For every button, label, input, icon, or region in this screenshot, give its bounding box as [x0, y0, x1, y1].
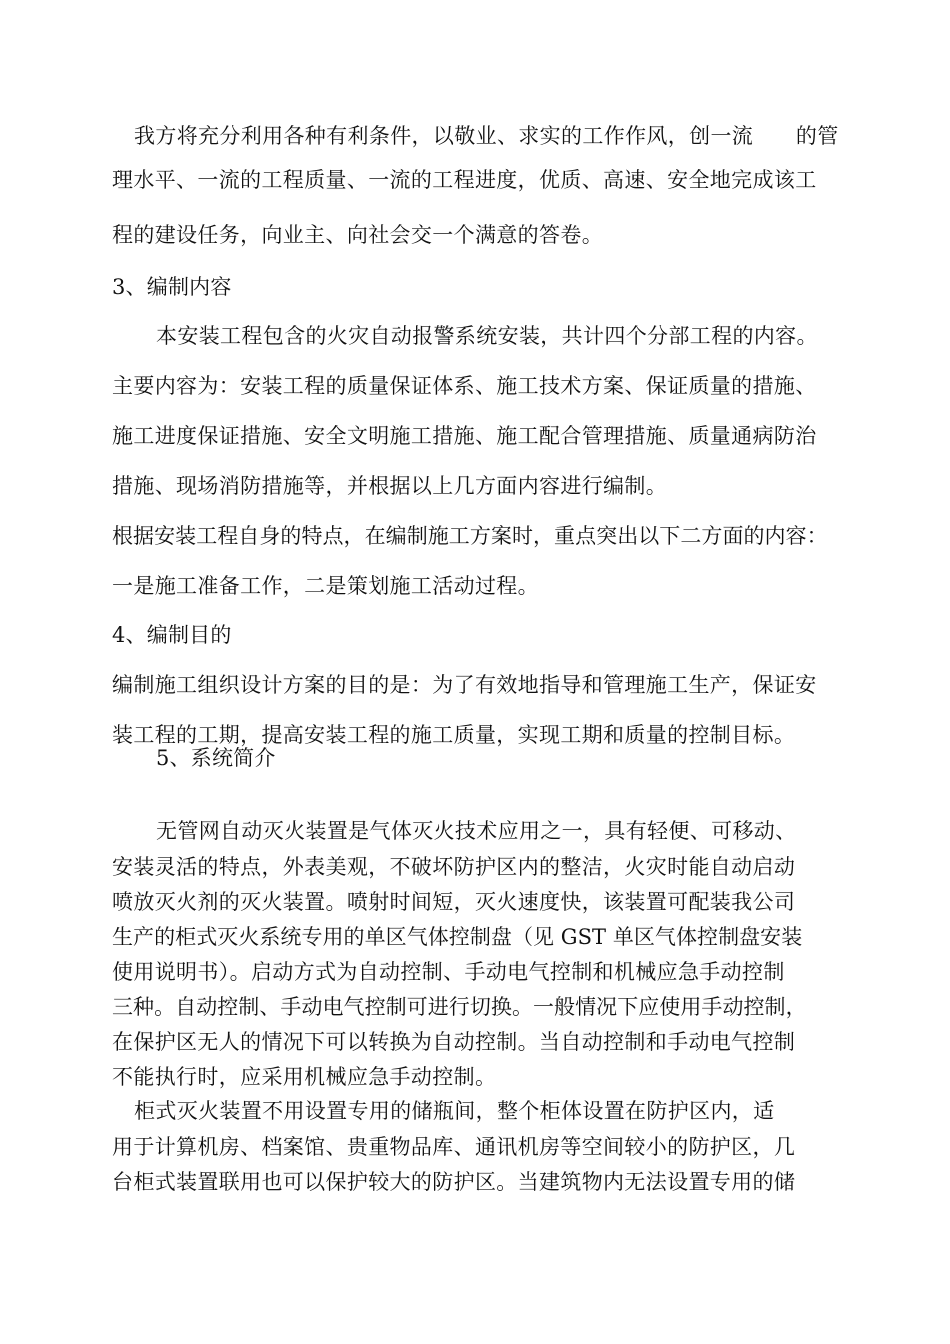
paragraph-line: 装工程的工期，提高安装工程的施工质量，实现工期和质量的控制目标。	[112, 723, 796, 747]
paragraph-line: 本安装工程包含的火灾自动报警系统安装，共计四个分部工程的内容。	[156, 324, 818, 348]
paragraph-line: 理水平、一流的工程质量、一流的工程进度，优质、高速、安全地完成该工	[112, 168, 817, 192]
paragraph-line: 措施、现场消防措施等，并根据以上几方面内容进行编制。	[112, 474, 668, 498]
paragraph-line: 用于计算机房、档案馆、贵重物品库、通讯机房等空间较小的防护区，几	[112, 1135, 796, 1159]
paragraph-line: 无管网自动灭火装置是气体灭火技术应用之一，具有轻便、可移动、	[156, 819, 797, 843]
paragraph-line: 根据安装工程自身的特点，在编制施工方案时，重点突出以下二方面的内容：	[112, 524, 828, 548]
paragraph-line: 安装灵活的特点，外表美观，不破坏防护区内的整洁，火灾时能自动启动	[112, 855, 796, 879]
paragraph-line: 施工进度保证措施、安全文明施工措施、施工配合管理措施、质量通病防治	[112, 424, 817, 448]
section-heading: 4、编制目的	[112, 623, 232, 647]
paragraph-line: 柜式灭火装置不用设置专用的储瓶间，整个柜体设置在防护区内，适	[134, 1099, 775, 1123]
paragraph-line: 台柜式装置联用也可以保护较大的防护区。当建筑物内无法设置专用的储	[112, 1170, 796, 1194]
paragraph-line: 喷放灭火剂的灭火装置。喷射时间短，灭火速度快，该装置可配装我公司	[112, 890, 796, 914]
paragraph-line: 三种。自动控制、手动电气控制可进行切换。一般情况下应使用手动控制，	[112, 995, 807, 1019]
paragraph-line: 我方将充分利用各种有利条件，以敬业、求实的工作作风，创一流 的管	[134, 124, 839, 148]
paragraph-line: 使用说明书）。启动方式为自动控制、手动电气控制和机械应急手动控制	[112, 960, 785, 984]
section-heading: 3、编制内容	[112, 275, 232, 299]
paragraph-line: 生产的柜式灭火系统专用的单区气体控制盘（见 GST 单区气体控制盘安装	[112, 925, 803, 949]
paragraph-line: 不能执行时，应采用机械应急手动控制。	[112, 1065, 497, 1089]
section-heading: 5、系统简介	[156, 746, 276, 770]
paragraph-line: 在保护区无人的情况下可以转换为自动控制。当自动控制和手动电气控制	[112, 1030, 796, 1054]
paragraph-line: 主要内容为：安装工程的质量保证体系、施工技术方案、保证质量的措施、	[112, 374, 817, 398]
paragraph-line: 编制施工组织设计方案的目的是：为了有效地指导和管理施工生产，保证安	[112, 673, 817, 697]
paragraph-line: 一是施工准备工作，二是策划施工活动过程。	[112, 574, 539, 598]
paragraph-line: 程的建设任务，向业主、向社会交一个满意的答卷。	[112, 223, 604, 247]
